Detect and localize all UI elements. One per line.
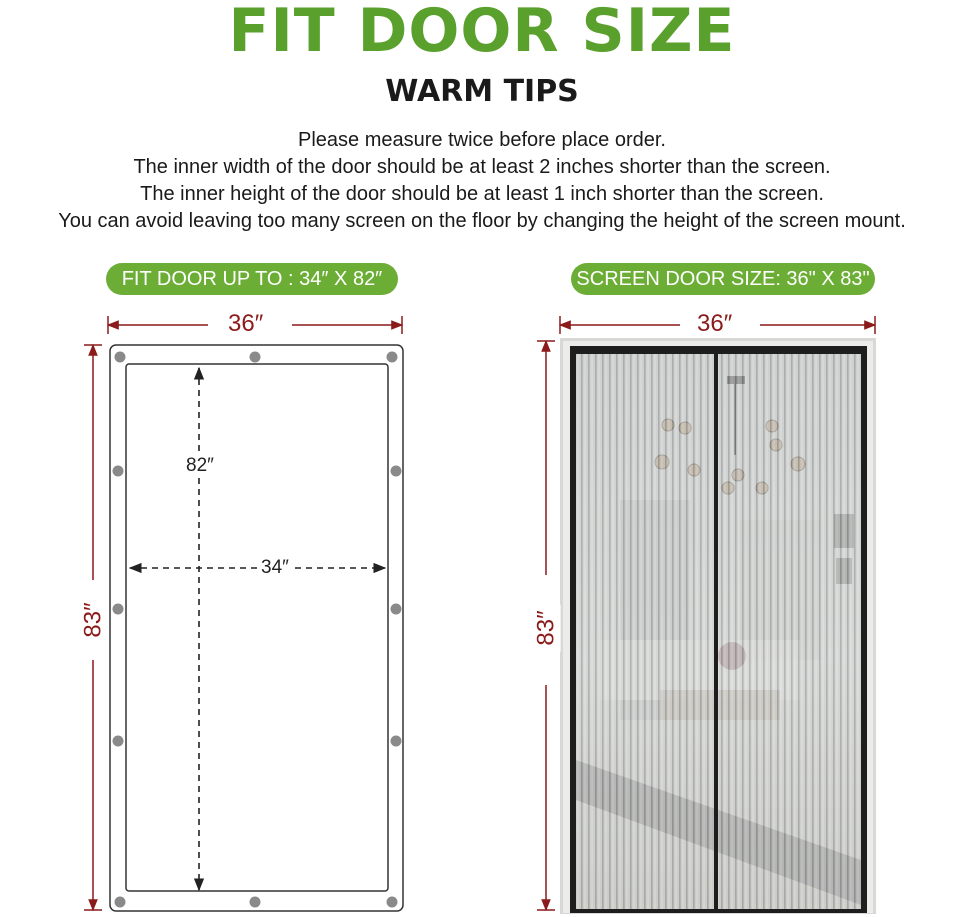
fit-door-badge: FIT DOOR UP TO : 34″ X 82″ xyxy=(106,263,398,295)
right-width-label: 36″ xyxy=(691,310,738,338)
left-width-label: 36″ xyxy=(222,310,269,338)
inner-width-label: 34″ xyxy=(257,557,293,579)
tip-line: The inner width of the door should be at least 2 inches shorter than the screen. xyxy=(133,156,831,178)
right-height-label: 83″ xyxy=(533,604,561,651)
section-subtitle: WARM TIPS xyxy=(385,74,579,109)
tip-line: Please measure twice before place order. xyxy=(298,129,666,151)
inner-height-label: 82″ xyxy=(182,455,218,477)
tip-line: You can avoid leaving too many screen on the floor by changing the height of the screen mount. xyxy=(58,210,906,232)
screen-door-size-badge: SCREEN DOOR SIZE: 36" X 83" xyxy=(571,263,875,295)
screen-door-photo xyxy=(560,338,876,914)
tip-line: The inner height of the door should be at least 1 inch shorter than the screen. xyxy=(140,183,824,205)
page-title: FIT DOOR SIZE xyxy=(228,0,736,66)
door-opening-outline xyxy=(126,364,388,891)
left-height-label: 83″ xyxy=(80,596,108,643)
